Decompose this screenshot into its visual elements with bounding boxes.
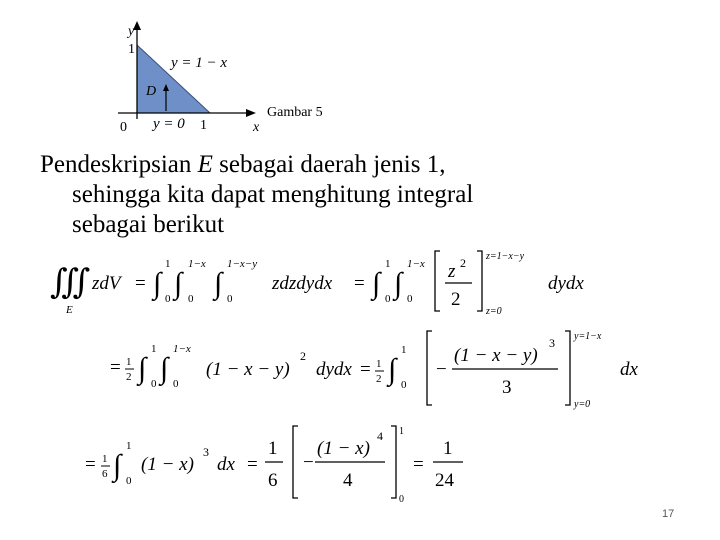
svg-text:6: 6 (268, 470, 278, 491)
svg-text:2: 2 (376, 373, 382, 385)
description-paragraph (40, 150, 473, 240)
svg-text:1: 1 (385, 258, 391, 270)
svg-text:=: = (354, 273, 365, 294)
origin-label: 0 (120, 120, 127, 135)
svg-text:1: 1 (126, 440, 132, 452)
svg-text:1: 1 (126, 356, 132, 368)
eq1-int1: ∫ (153, 267, 162, 300)
equation-3 (85, 420, 485, 510)
svg-text:1−x: 1−x (407, 258, 425, 270)
region-diagram (110, 15, 360, 140)
svg-text:6: 6 (102, 468, 108, 480)
svg-text:3: 3 (203, 445, 209, 459)
region-subscript: E (66, 304, 73, 316)
equation-1 (40, 245, 620, 320)
line-label: y = 1 − x (171, 55, 228, 71)
svg-text:∫: ∫ (388, 353, 397, 386)
svg-text:z=1−x−y: z=1−x−y (486, 251, 525, 262)
svg-text:1: 1 (443, 438, 453, 459)
svg-text:∫: ∫ (160, 352, 169, 385)
svg-text:∫: ∫ (394, 267, 403, 300)
para-line2: sehingga kita dapat menghitung integral (72, 181, 474, 208)
svg-text:z: z (448, 261, 456, 282)
svg-text:1−x−y: 1−x−y (227, 258, 258, 270)
eq1-left-bracket (435, 251, 440, 311)
page-number: 17 (662, 508, 675, 520)
svg-text:dx: dx (620, 359, 638, 380)
svg-text:0: 0 (401, 379, 407, 391)
svg-text:∫: ∫ (214, 267, 223, 300)
region-label: D (146, 84, 157, 99)
para-var-e: E (197, 151, 213, 178)
svg-text:1: 1 (151, 343, 157, 355)
para-line1 (40, 151, 445, 178)
eq1-integrand: zdV (92, 273, 121, 294)
svg-text:(1 − x − y): (1 − x − y) (454, 345, 538, 366)
svg-text:(1 − x): (1 − x) (141, 454, 194, 475)
svg-text:1: 1 (268, 438, 278, 459)
svg-text:dydx: dydx (548, 273, 584, 294)
base-line-label: y = 0 (153, 116, 185, 132)
svg-text:=: = (360, 359, 371, 380)
x-tick-label: 1 (200, 118, 207, 133)
svg-text:2: 2 (451, 289, 461, 310)
svg-text:(1 − x − y): (1 − x − y) (206, 359, 290, 380)
svg-text:0: 0 (126, 475, 132, 487)
svg-text:4: 4 (377, 429, 383, 443)
svg-text:1: 1 (102, 453, 108, 465)
svg-text:0: 0 (173, 378, 179, 390)
svg-text:∫: ∫ (113, 449, 122, 482)
x-axis-arrow (246, 109, 256, 117)
svg-text:1−x: 1−x (188, 258, 206, 270)
triple-integral-symbol: ∭ (50, 264, 91, 301)
svg-text:24: 24 (435, 470, 454, 491)
y-tick-label: 1 (128, 42, 135, 57)
para-line1-before: Pendeskripsian (40, 151, 198, 178)
svg-text:2: 2 (460, 256, 466, 270)
svg-text:=: = (110, 357, 121, 378)
svg-text:∫: ∫ (174, 267, 183, 300)
svg-text:dydx: dydx (316, 359, 352, 380)
svg-text:3: 3 (549, 336, 555, 350)
eq1-equals: = (135, 273, 146, 294)
svg-text:1: 1 (399, 426, 404, 437)
x-axis-label: x (253, 120, 260, 135)
svg-text:1−x: 1−x (173, 343, 191, 355)
y-axis-label: y (128, 24, 135, 39)
svg-text:=: = (85, 454, 96, 475)
svg-text:1: 1 (165, 258, 171, 270)
svg-text:=: = (247, 454, 258, 475)
svg-text:4: 4 (343, 470, 353, 491)
svg-text:3: 3 (502, 377, 512, 398)
svg-text:=: = (413, 454, 424, 475)
svg-text:0: 0 (151, 378, 157, 390)
svg-text:0: 0 (188, 293, 194, 305)
eq1-right-bracket (477, 251, 482, 311)
svg-text:0: 0 (227, 293, 233, 305)
para-line1-after: sebagai daerah jenis 1, (212, 151, 446, 178)
para-line3: sebagai berikut (72, 211, 225, 238)
equation-2 (110, 325, 670, 415)
svg-text:1: 1 (401, 344, 407, 356)
figure-caption: Gambar 5 (267, 105, 323, 120)
svg-text:0: 0 (407, 293, 413, 305)
svg-text:0: 0 (385, 293, 391, 305)
svg-text:0: 0 (165, 293, 171, 305)
svg-text:∫: ∫ (372, 267, 381, 300)
svg-text:−: − (436, 359, 447, 380)
svg-text:1: 1 (376, 358, 382, 370)
svg-text:y=1−x: y=1−x (574, 331, 602, 342)
svg-text:0: 0 (399, 494, 404, 505)
svg-text:z=0: z=0 (486, 306, 502, 317)
svg-text:2: 2 (300, 349, 306, 363)
eq1-zdzdydx: zdzdydx (272, 273, 333, 294)
svg-text:dx: dx (217, 454, 235, 475)
svg-text:y=0: y=0 (574, 399, 591, 410)
svg-text:∫: ∫ (138, 352, 147, 385)
svg-text:2: 2 (126, 371, 132, 383)
svg-text:(1 − x): (1 − x) (317, 438, 370, 459)
svg-text:−: − (303, 452, 314, 473)
